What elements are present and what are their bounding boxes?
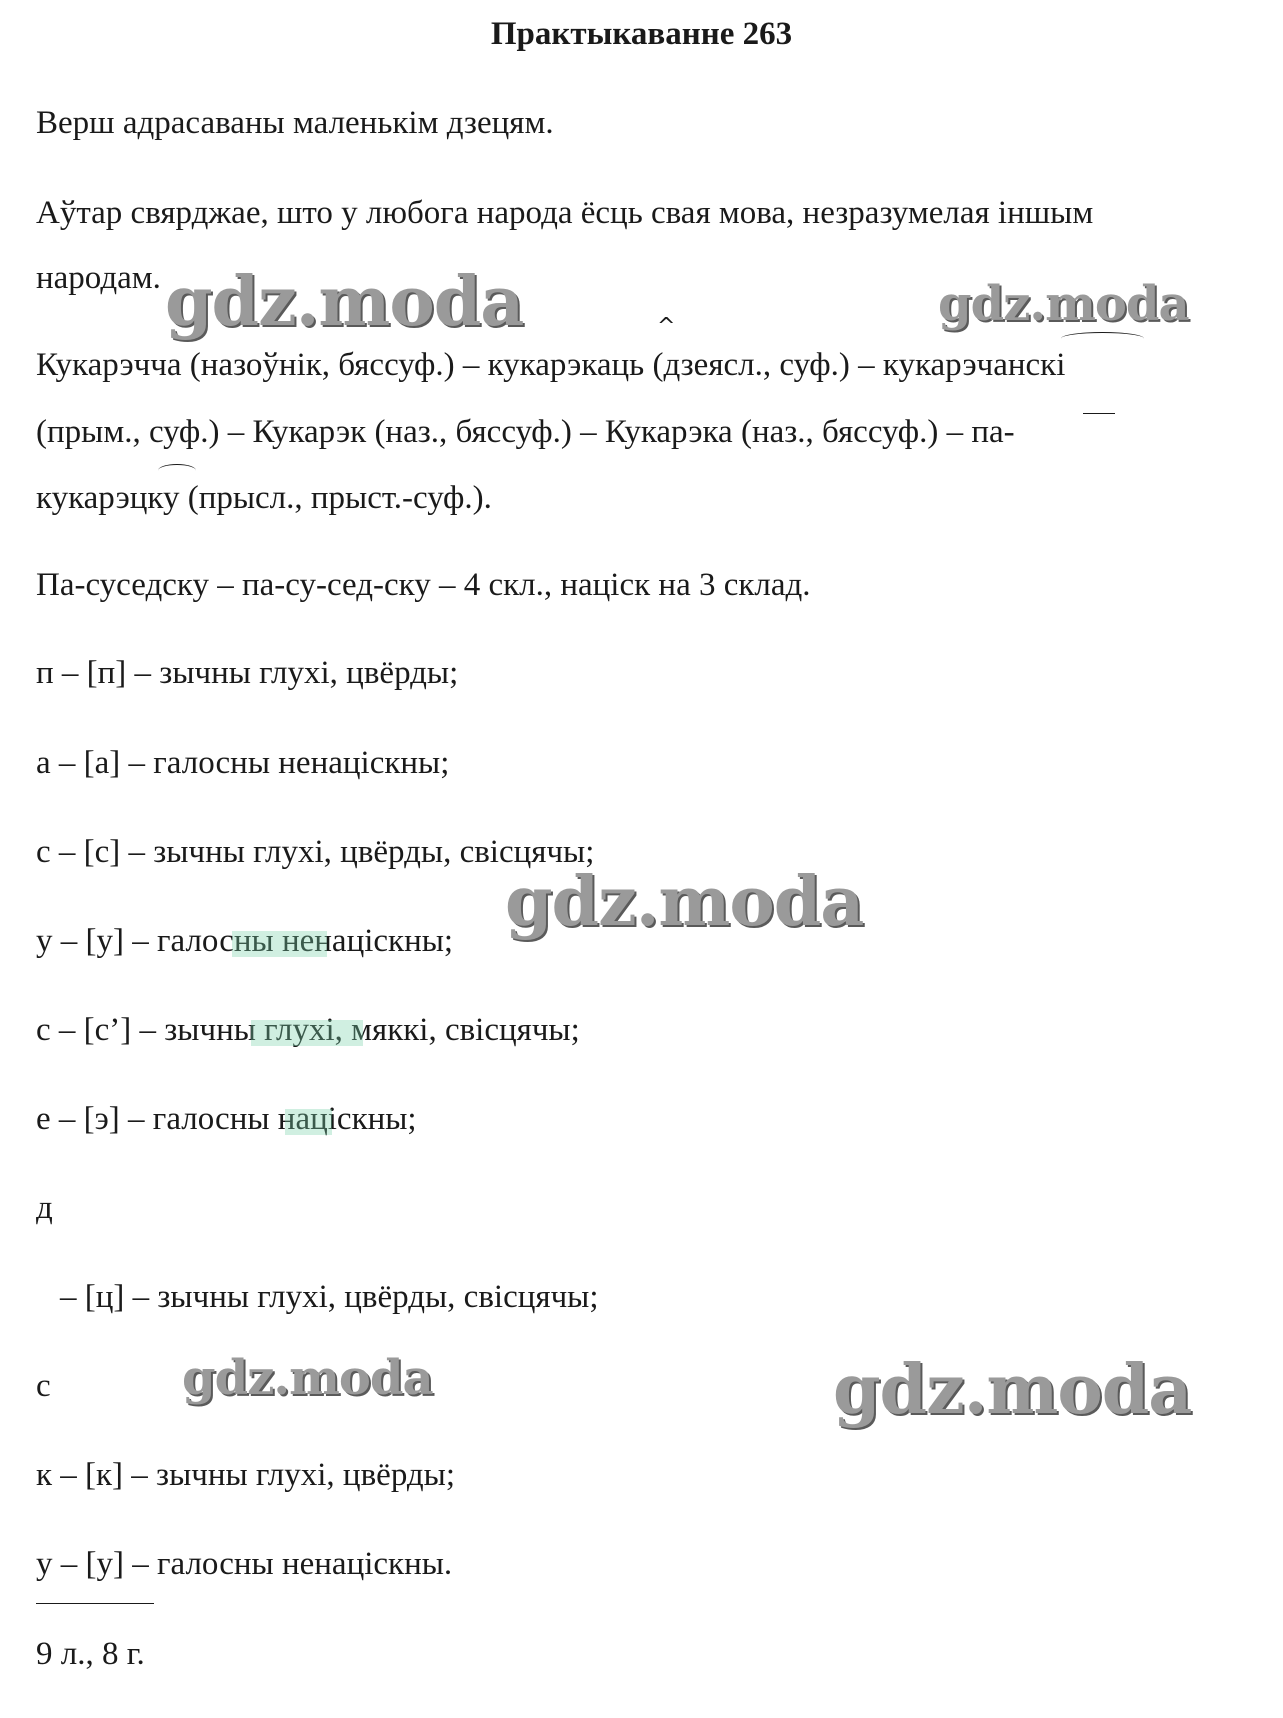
highlight: [285, 1109, 332, 1135]
phoneme-line-11: у – [у] – галосны ненаціскны.: [36, 1546, 453, 1582]
watermark: gdz.moda: [833, 1350, 1192, 1430]
footnote-rule: [36, 1603, 154, 1604]
text-line-3: народам.: [36, 260, 161, 296]
suffix-arc-2: [158, 464, 196, 477]
text-line-5: (прым., суф.) – Кукарэк (наз., бяссуф.) – Кукарэка (наз., бяссуф.) – па-: [36, 414, 1015, 450]
prefix-mark: [1083, 413, 1115, 414]
phoneme-line-3: с – [с] – зычны глухі, цвёрды, свісцячы;: [36, 834, 595, 870]
suffix-arc: [1061, 332, 1144, 345]
watermark: gdz.moda: [505, 862, 864, 942]
watermark: gdz.moda: [938, 276, 1189, 332]
phoneme-line-8: – [ц] – зычны глухі, цвёрды, свісцячы;: [60, 1279, 599, 1315]
phoneme-line-5: с – [с’] – зычны глухі, мяккі, свісцячы;: [36, 1012, 580, 1048]
watermark: gdz.moda: [165, 262, 524, 342]
highlight: [251, 1020, 363, 1046]
text-line-2: Аўтар свярджае, што у любога народа ёсць свая мова, незразумелая іншым: [36, 195, 1094, 231]
phoneme-line-6: е – [э] – галосны націскны;: [36, 1101, 417, 1137]
phoneme-line-1: п – [п] – зычны глухі, цвёрды;: [36, 655, 459, 691]
text-line-1: Верш адрасаваны маленькім дзецям.: [36, 105, 554, 141]
suffix-mark: ^: [657, 314, 676, 339]
watermark: gdz.moda: [182, 1350, 433, 1406]
phoneme-line-7: д: [36, 1190, 53, 1226]
highlight: [232, 931, 327, 957]
phoneme-line-4: у – [у] – галосны ненаціскны;: [36, 923, 454, 959]
page-title: Практыкаванне 263: [490, 16, 793, 52]
phoneme-line-10: к – [к] – зычны глухі, цвёрды;: [36, 1457, 456, 1493]
text-line-7: Па-суседску – па-су-сед-ску – 4 скл., націск на 3 склад.: [36, 567, 811, 603]
text-line-6: кукарэцку (прысл., прыст.-суф.).: [36, 480, 492, 516]
text-line-4: Кукарэчча (назоўнік, бяссуф.) – кукарэкаць (дзеясл., суф.) – кукарэчанскі: [36, 347, 1066, 383]
footnote: 9 л., 8 г.: [36, 1636, 145, 1672]
phoneme-line-9: с: [36, 1368, 51, 1404]
phoneme-line-2: а – [а] – галосны ненаціскны;: [36, 745, 450, 781]
